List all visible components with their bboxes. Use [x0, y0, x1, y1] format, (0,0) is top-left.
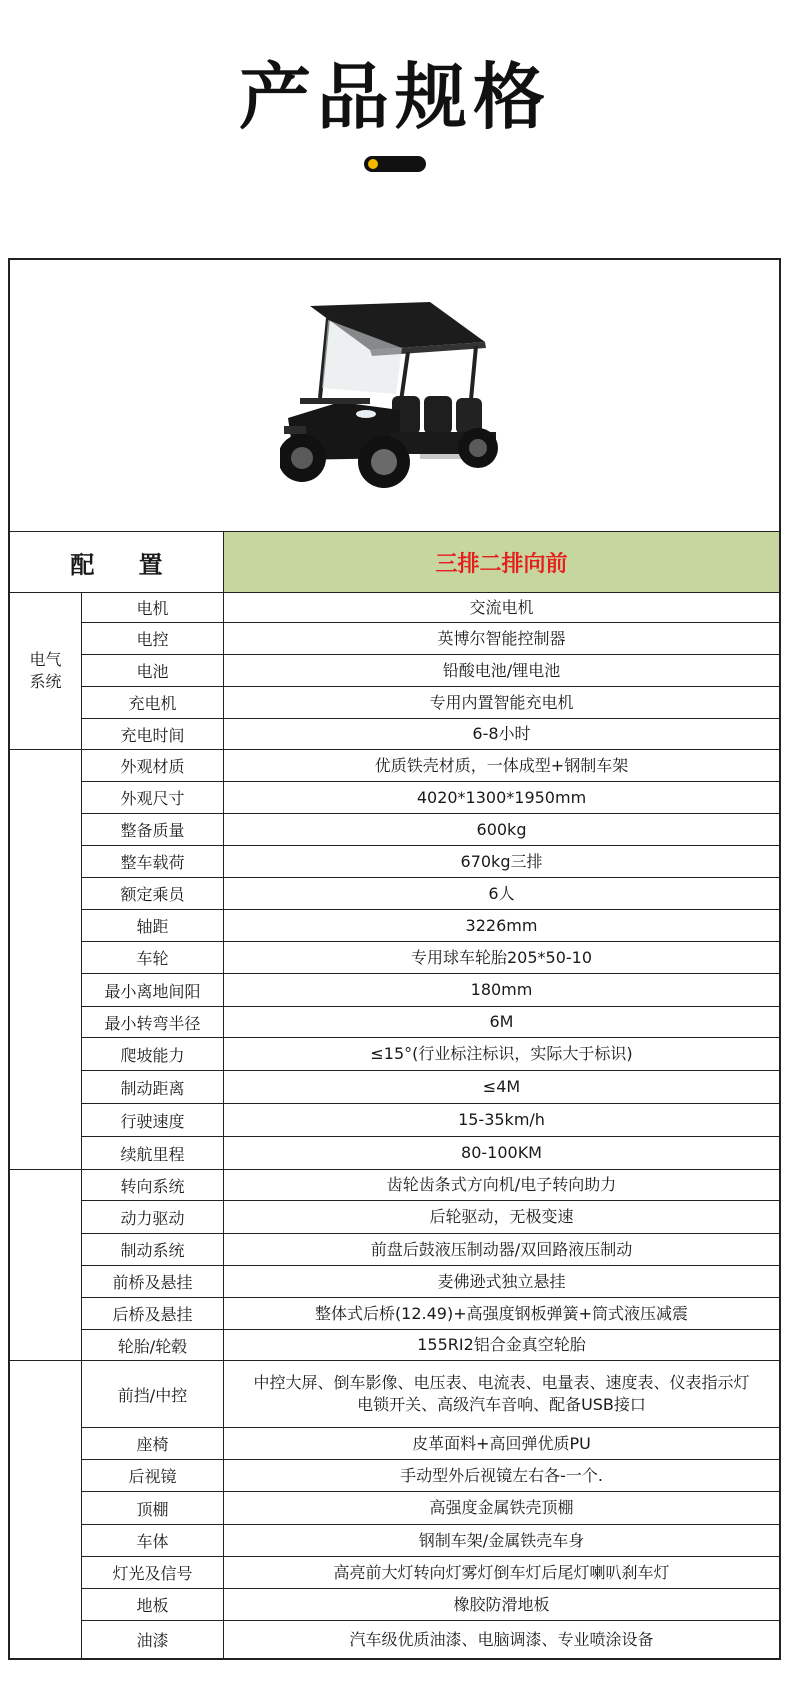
row-value: 橡胶防滑地板 — [453, 1594, 550, 1614]
table-row — [82, 1170, 779, 1201]
row-label: 最小转弯半径 — [82, 1007, 224, 1037]
row-value: 优质铁壳材质，一体成型+钢制车架 — [374, 755, 629, 775]
row-label: 轮胎/轮毂 — [82, 1330, 224, 1360]
row-label: 充电时间 — [82, 719, 224, 749]
row-label: 电机 — [82, 593, 224, 622]
row-value: 铅酸电池/锂电池 — [442, 660, 561, 680]
row-value: 6人 — [488, 883, 515, 903]
table-row — [82, 1038, 779, 1071]
row-value: 15-35km/h — [458, 1110, 545, 1129]
row-label: 顶棚 — [82, 1492, 224, 1524]
row-label: 行驶速度 — [82, 1104, 224, 1136]
group-label-vehicle — [10, 750, 82, 1170]
row-label: 车体 — [82, 1525, 224, 1556]
title-accent-dot — [368, 159, 378, 169]
table-row — [82, 1137, 779, 1170]
row-label: 外观材质 — [82, 750, 224, 781]
row-value: 高强度金属铁壳顶棚 — [429, 1498, 574, 1517]
row-value: 180mm — [470, 980, 533, 999]
table-row — [82, 1298, 779, 1330]
group-label-electrical — [10, 593, 82, 750]
table-row — [82, 1621, 779, 1658]
row-value: 600kg — [476, 819, 527, 839]
config-label: 配 置 — [10, 532, 224, 592]
table-row — [82, 1492, 779, 1525]
row-value: 4020*1300*1950mm — [416, 787, 587, 807]
table-row — [82, 1201, 779, 1234]
row-value: 专用球车轮胎205*50-10 — [410, 947, 593, 967]
table-row — [82, 1460, 779, 1492]
row-value: 麦佛逊式独立悬挂 — [437, 1271, 566, 1291]
table-row — [82, 1589, 779, 1621]
row-value: 汽车级优质油漆、电脑调漆、专业喷涂设备 — [349, 1629, 654, 1649]
table-row — [82, 655, 779, 687]
row-label: 续航里程 — [82, 1137, 224, 1169]
row-label: 整车载荷 — [82, 846, 224, 877]
table-row — [82, 1071, 779, 1104]
header-row — [10, 532, 779, 593]
table-row — [82, 942, 779, 974]
table-row — [82, 1330, 779, 1361]
table-row — [82, 974, 779, 1007]
table-row — [82, 750, 779, 782]
row-value: 皮革面料+高回弹优质PU — [412, 1433, 591, 1453]
group-label-body — [10, 1361, 82, 1658]
row-value: 交流电机 — [469, 597, 534, 617]
golf-cart-image — [280, 298, 510, 498]
table-row — [82, 1557, 779, 1589]
row-value: 后轮驱动，无极变速 — [429, 1207, 574, 1226]
row-value: 80-100KM — [461, 1143, 542, 1162]
row-value: 钢制车架/金属铁壳车身 — [418, 1530, 585, 1550]
table-row — [82, 719, 779, 750]
group-label-chassis — [10, 1170, 82, 1361]
group-label-text: 电气 系统 — [29, 650, 62, 691]
table-row — [82, 846, 779, 878]
row-label: 前挡/中控 — [82, 1361, 224, 1427]
row-label: 地板 — [82, 1589, 224, 1620]
row-label: 动力驱动 — [82, 1201, 224, 1233]
row-label: 油漆 — [82, 1621, 224, 1658]
row-label: 前桥及悬挂 — [82, 1266, 224, 1297]
table-row — [82, 1525, 779, 1557]
page-title: 产品规格 — [238, 55, 551, 139]
row-value: 手动型外后视镜左右各-一个. — [400, 1465, 603, 1485]
row-value-line: 中控大屏、倒车影像、电压表、电流表、电量表、速度表、仪表指示灯 — [253, 1373, 750, 1392]
row-value: 齿轮齿条式方向机/电子转向助力 — [386, 1175, 617, 1194]
table-row — [82, 782, 779, 814]
row-value: 155RI2铝合金真空轮胎 — [417, 1335, 586, 1354]
row-value: 整体式后桥(12.49)+高强度钢板弹簧+筒式液压减震 — [314, 1303, 689, 1323]
row-label: 灯光及信号 — [82, 1557, 224, 1588]
row-value: ≤4M — [482, 1077, 521, 1096]
row-value: 高亮前大灯转向灯雾灯倒车灯后尾灯喇叭刹车灯 — [333, 1562, 670, 1582]
row-label: 爬坡能力 — [82, 1038, 224, 1070]
table-row — [82, 593, 779, 623]
product-photo-cell — [10, 260, 779, 532]
row-value — [224, 1361, 779, 1427]
row-label: 最小离地间阳 — [82, 974, 224, 1006]
row-label: 充电机 — [82, 687, 224, 718]
table-row — [82, 814, 779, 846]
table-row — [82, 1361, 779, 1428]
row-label: 座椅 — [82, 1428, 224, 1459]
table-row — [82, 1428, 779, 1460]
row-label: 外观尺寸 — [82, 782, 224, 813]
row-label: 后视镜 — [82, 1460, 224, 1491]
row-label: 后桥及悬挂 — [82, 1298, 224, 1329]
row-label: 额定乘员 — [82, 878, 224, 909]
row-value: 英博尔智能控制器 — [437, 628, 566, 648]
row-label: 电池 — [82, 655, 224, 686]
table-row — [82, 1266, 779, 1298]
row-value: 3226mm — [465, 915, 538, 935]
row-label: 轴距 — [82, 910, 224, 941]
row-value: 6-8小时 — [472, 724, 531, 743]
spec-table — [8, 258, 781, 1660]
model-name: 三排二排向前 — [224, 532, 779, 592]
row-value: 670kg三排 — [460, 851, 543, 871]
table-row — [82, 1007, 779, 1038]
row-value: ≤15°(行业标注标识，实际大于标识) — [370, 1044, 633, 1063]
row-label: 电控 — [82, 623, 224, 654]
table-row — [82, 878, 779, 910]
row-value: 专用内置智能充电机 — [429, 692, 574, 712]
row-value: 前盘后鼓液压制动器/双回路液压制动 — [370, 1239, 633, 1259]
row-value-line: 电锁开关、高级汽车音响、配备USB接口 — [357, 1395, 646, 1414]
table-row — [82, 623, 779, 655]
row-label: 制动系统 — [82, 1234, 224, 1265]
table-row — [82, 1104, 779, 1137]
row-label: 整备质量 — [82, 814, 224, 845]
row-label: 制动距离 — [82, 1071, 224, 1103]
table-row — [82, 910, 779, 942]
table-row — [82, 687, 779, 719]
table-row — [82, 1234, 779, 1266]
row-label: 车轮 — [82, 942, 224, 973]
row-value: 6M — [489, 1012, 514, 1031]
row-label: 转向系统 — [82, 1170, 224, 1200]
